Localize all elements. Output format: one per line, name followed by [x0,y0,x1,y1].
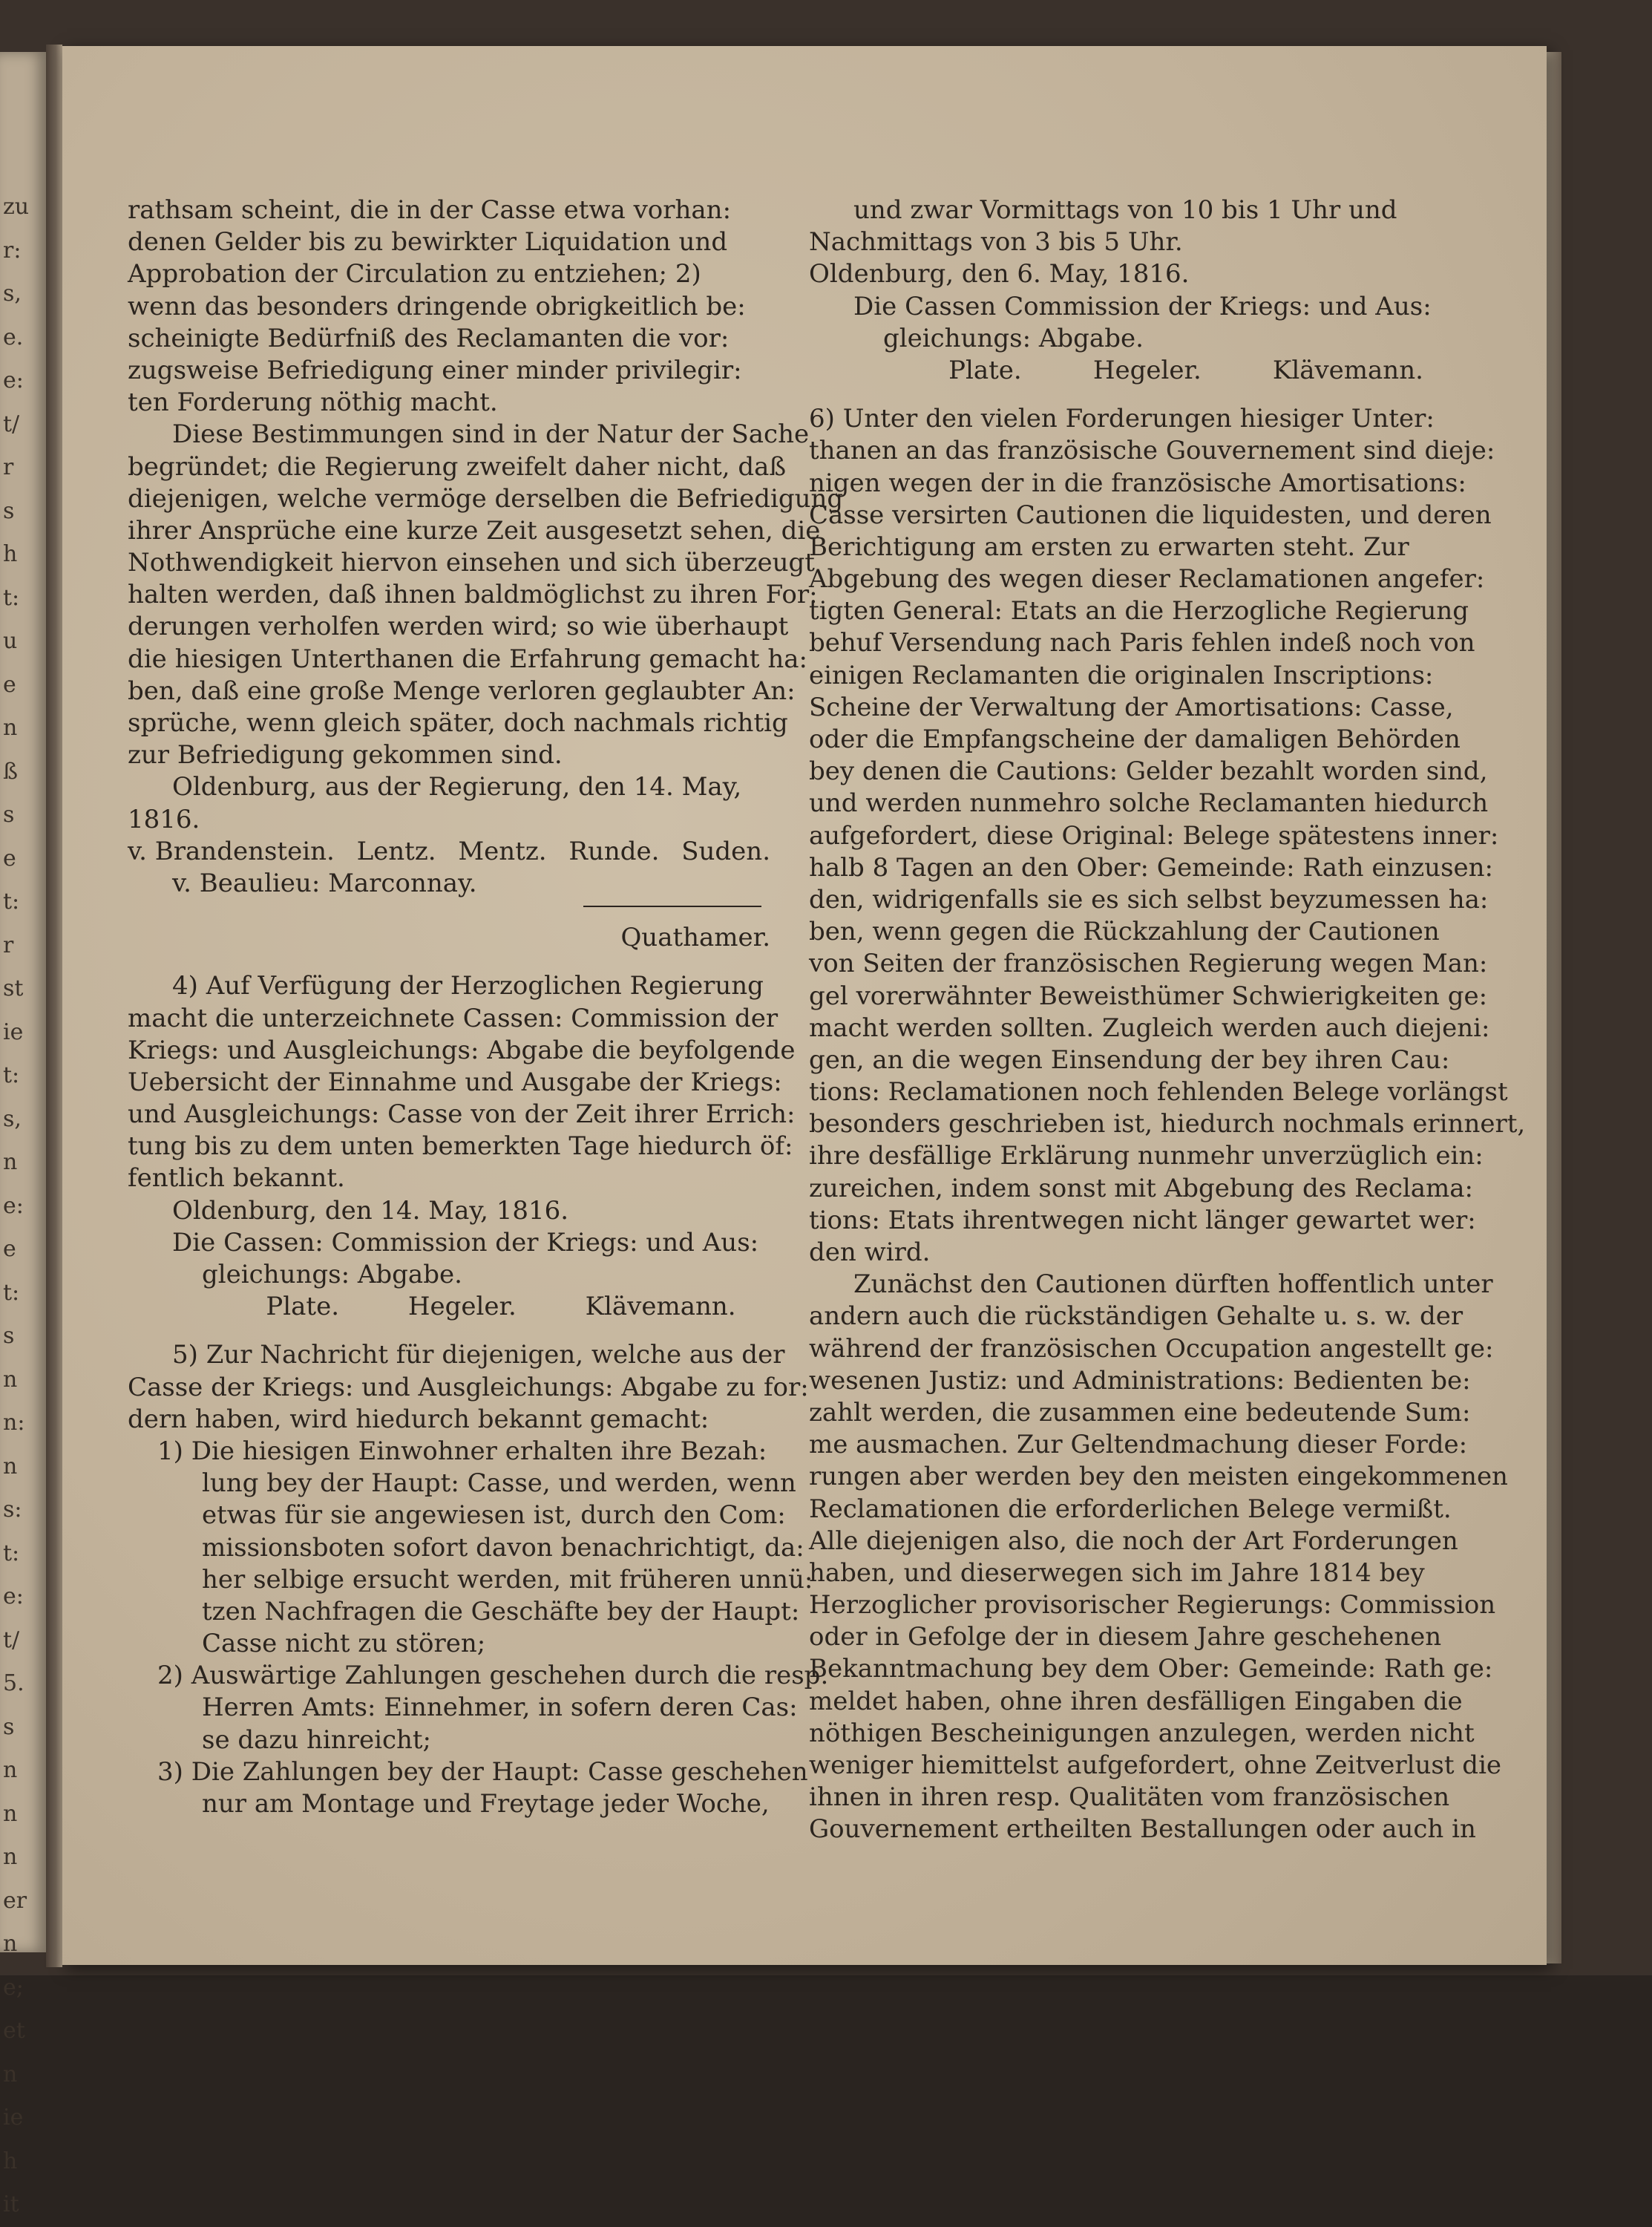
text-line: den, widrigenfalls sie es sich selbst beyzumessen ha: [809,884,1489,915]
text-line: ben, daß eine große Menge verloren geglaubter An: [128,676,796,706]
text-line: zahlt werden, die zusammen eine bedeutende Sum: [809,1397,1471,1428]
facing-page-text-fragments [3,186,45,2227]
text-line: wenn das besonders dringende obrigkeitlich be: [128,291,746,321]
year: 1816. [128,804,200,834]
margin-fragment: h [3,541,18,567]
text-line: thanen an das französische Gouvernement sind dieje: [809,436,1495,466]
margin-fragment: n [3,1366,18,1393]
margin-fragment: s, [3,281,22,307]
book-gutter [46,45,62,1967]
text-line: dern haben, wird hiedurch bekannt gemacht: [128,1404,709,1434]
margin-fragment: n [3,2061,18,2087]
list-item-line: 2) Auswärtige Zahlungen geschehen durch die resp. [157,1661,829,1691]
margin-fragment: e: [3,1583,24,1609]
margin-fragment: s [3,1323,15,1349]
margin-fragment: r [3,454,14,480]
signer: Suden. [681,836,770,866]
text-line: halten werden, daß ihnen baldmöglichst zu ihren For: [128,580,818,610]
text-line: haben, und dieserwegen sich im Jahre 1814 bey [809,1557,1425,1588]
margin-fragment: t: [3,1540,20,1566]
text-line: Casse der Kriegs: und Ausgleichungs: Abgabe zu for: [128,1372,809,1402]
text-line: ihrer Ansprüche eine kurze Zeit ausgesetzt sehen, die [128,515,821,546]
margin-fragment: 5. [3,1670,24,1696]
divider-rule [583,906,761,907]
margin-fragment: ß [3,758,19,785]
text-line: ihre desfällige Erklärung nunmehr unverzüglich ein: [809,1141,1484,1171]
text-line: me ausmachen. Zur Geltendmachung dieser Forde: [809,1430,1468,1460]
margin-fragment: t: [3,584,20,611]
text-line: nöthigen Bescheinigungen anzulegen, werden nicht [809,1718,1475,1748]
margin-fragment: r [3,932,14,958]
margin-fragment: t: [3,1062,20,1088]
margin-fragment: t: [3,1279,20,1306]
list-item-line: missionsboten sofort davon benachrichtigt, da: [202,1532,804,1563]
margin-fragment: n [3,1844,18,1870]
margin-fragment: e: [3,1192,24,1219]
margin-fragment: zu [3,194,30,220]
signer: v. Brandenstein. [128,836,335,866]
margin-fragment: t/ [3,411,20,437]
text-line: zureichen, indem sonst mit Abgebung des Reclama: [809,1173,1474,1203]
text-line: Scheine der Verwaltung der Amortisations: Casse, [809,692,1454,722]
list-item-line: Casse nicht zu stören; [202,1629,486,1659]
margin-fragment: e: [3,367,24,393]
text-line: gen, an die wegen Einsendung der bey ihren Cau: [809,1044,1450,1075]
text-line: während der französischen Occupation angestellt ge: [809,1333,1494,1364]
commission-title-cont: gleichungs: Abgabe. [202,1260,462,1289]
text-line: 6) Unter den vielen Forderungen hiesiger Unter: [809,404,1435,434]
text-line: Zunächst den Cautionen dürften hoffentlich unter [853,1269,1493,1300]
text-line: macht werden sollten. Zugleich werden auch diejeni: [809,1013,1490,1043]
list-item-line: nur am Montage und Freytage jeder Woche, [202,1789,770,1819]
margin-fragment: er [3,1887,27,1914]
margin-fragment: s [3,497,15,524]
signers-row [128,1291,770,1323]
signer: Klävemann. [585,1292,736,1322]
text-line: Berichtigung am ersten zu erwarten steht. Zur [809,532,1409,562]
dateline: Oldenburg, den 6. May, 1816. [809,259,1190,290]
list-item-line: 3) Die Zahlungen bey der Haupt: Casse geschehen [157,1756,808,1787]
margin-fragment: s [3,1713,15,1740]
text-line: Bekanntmachung bey dem Ober: Gemeinde: Rath ge: [809,1654,1493,1684]
margin-fragment: st [3,975,24,1001]
right-column [809,194,1526,1846]
text-line: Alle diejenigen also, die noch der Art Forderungen [809,1525,1458,1556]
margin-fragment: s [3,802,15,828]
signers-row [809,355,1459,387]
margin-fragment: n [3,715,18,741]
text-line: 5) Zur Nachricht für diejenigen, welche aus der [172,1340,785,1370]
text-line: und zwar Vormittags von 10 bis 1 Uhr und [853,195,1397,225]
signer: Klävemann. [1272,355,1423,385]
margin-fragment: e; [3,1974,24,2001]
text-line: tions: Etats ihrentwegen nicht länger gewartet wer: [809,1205,1476,1235]
text-line: besonders geschrieben ist, hiedurch nochmals erinnert, [809,1109,1526,1139]
text-line: von Seiten der französischen Regierung wegen Man: [809,949,1488,979]
text-line: oder in Gefolge der in diesem Jahre geschehenen [809,1622,1442,1652]
text-line: zugsweise Befriedigung einer minder privilegir: [128,355,742,385]
text-line: die hiesigen Unterthanen die Erfahrung gemacht ha: [128,644,807,674]
list-item-line: tzen Nachfragen die Geschäfte bey der Haupt: [202,1596,800,1626]
signer: Plate. [948,355,1022,385]
text-line: den wird. [809,1237,931,1267]
text-line: ten Forderung nöthig macht. [128,387,498,418]
signer: Hegeler. [407,1292,517,1322]
text-line: derungen verholfen werden wird; so wie überhaupt [128,612,789,642]
text-line: Uebersicht der Einnahme und Ausgabe der Kriegs: [128,1067,782,1097]
page-edge [1547,52,1561,1963]
margin-fragment: e. [3,324,24,350]
margin-fragment: u [3,628,18,654]
text-line: zur Befriedigung gekommen sind. [128,740,563,771]
margin-fragment: n [3,1149,18,1175]
text-line: tung bis zu dem unten bemerkten Tage hiedurch öf: [128,1131,793,1162]
text-line: weniger hiemittelst aufgefordert, ohne Zeitverlust die [809,1750,1502,1780]
text-line: und Ausgleichungs: Casse von der Zeit ihrer Errich: [128,1099,796,1130]
text-line: Reclamationen die erforderlichen Belege vermißt. [809,1494,1452,1524]
margin-fragment: s: [3,1497,22,1523]
signer: Mentz. [458,836,547,866]
text-line: wesenen Justiz: und Administrations: Bedienten be: [809,1365,1471,1396]
text-line: fentlich bekannt. [128,1163,345,1194]
text-line: gel vorerwähnter Beweisthümer Schwierigkeiten ge: [809,981,1488,1011]
dateline: Oldenburg, aus der Regierung, den 14. May, [172,772,742,802]
text-line: diejenigen, welche vermöge derselben die Befriedigung [128,483,844,514]
dateline: Oldenburg, den 14. May, 1816. [172,1195,569,1226]
text-line: Herzoglicher provisorischer Regierungs: Commission [809,1590,1496,1621]
margin-fragment: e [3,1236,16,1262]
text-line: ihnen in ihren resp. Qualitäten vom französischen [809,1782,1450,1813]
text-line: oder die Empfangscheine der damaligen Behörden [809,725,1461,754]
text-line: Abgebung des wegen dieser Reclamationen angefer: [809,564,1485,595]
text-line: bey denen die Cautions: Gelder bezahlt worden sind, [809,756,1488,787]
margin-fragment: n [3,1757,18,1783]
text-line: und werden nunmehro solche Reclamanten hiedurch [809,788,1489,819]
text-line: Nachmittags von 3 bis 5 Uhr. [809,227,1183,258]
margin-fragment: e [3,671,16,698]
margin-fragment: n [3,1800,18,1827]
margin-fragment: r: [3,237,22,264]
text-line: andern auch die rückständigen Gehalte u. s. w. der [809,1301,1463,1332]
text-line: behuf Versendung nach Paris fehlen indeß noch von [809,628,1475,658]
signer-line-2: v. Beaulieu: Marconnay. [172,868,477,898]
signer: Runde. [568,836,660,866]
text-line: aufgefordert, diese Original: Belege spätestens inner: [809,820,1499,851]
margin-fragment: ie [3,1018,24,1045]
text-line: scheinigte Bedürfniß des Reclamanten die vor: [128,323,730,353]
commission-title: Die Cassen: Commission der Kriegs: und Aus: [172,1227,759,1258]
text-line: Kriegs: und Ausgleichungs: Abgabe die beyfolgende [128,1035,796,1065]
secretary-signature: Quathamer. [620,923,770,953]
list-item-line: 1) Die hiesigen Einwohner erhalten ihre Bezah: [157,1436,767,1466]
signer: Hegeler. [1092,355,1202,385]
signer: Plate. [266,1292,340,1322]
text-line: 4) Auf Verfügung der Herzoglichen Regierung [172,971,764,1001]
signers-row [128,836,770,868]
signer: Lentz. [356,836,436,866]
text-line: Approbation der Circulation zu entziehen; 2) [128,259,701,290]
text-line: tigten General: Etats an die Herzogliche Regierung [809,596,1469,627]
list-item-line: etwas für sie angewiesen ist, durch den Com: [202,1500,786,1531]
list-item-line: Herren Amts: Einnehmer, in sofern deren Cas: [202,1693,798,1723]
margin-fragment: n [3,1931,18,1957]
text-line: begründet; die Regierung zweifelt daher nicht, daß [128,451,787,482]
text-line: ben, wenn gegen die Rückzahlung der Cautionen [809,917,1440,947]
text-line: sprüche, wenn gleich später, doch nachmals richtig [128,708,788,738]
left-column [128,194,844,1820]
commission-title: Die Cassen Commission der Kriegs: und Aus: [853,291,1432,321]
text-line: tions: Reclamationen noch fehlenden Belege vorlängst [809,1077,1508,1108]
document-page [62,46,1547,1965]
margin-fragment: et [3,2018,25,2044]
text-line: Diese Bestimmungen sind in der Natur der Sache [172,419,810,450]
margin-fragment: it [3,2191,19,2217]
text-line: rathsam scheint, die in der Casse etwa vorhan: [128,195,732,225]
facing-page-edge [0,52,46,2217]
list-item-line: lung bey der Haupt: Casse, und werden, wenn [202,1468,796,1499]
margin-fragment: n: [3,1410,25,1436]
text-line: halb 8 Tagen an den Ober: Gemeinde: Rath einzusen: [809,852,1494,883]
text-line: rungen aber werden bey den meisten eingekommenen [809,1462,1508,1492]
text-line: nigen wegen der in die französische Amortisations: [809,468,1466,498]
text-line: meldet haben, ohne ihren desfälligen Eingaben die [809,1686,1463,1716]
text-line: Nothwendigkeit hiervon einsehen und sich überzeugt [128,548,815,578]
text-line: Casse versirten Cautionen die liquidesten, und deren [809,500,1492,530]
text-line: macht die unterzeichnete Cassen: Commission der [128,1003,779,1033]
margin-fragment: t/ [3,1626,20,1653]
list-item-line: her selbige ersucht werden, mit früheren unnü: [202,1564,813,1595]
margin-fragment: ie [3,2105,24,2130]
commission-title-cont: gleichungs: Abgabe. [883,323,1144,353]
text-line: denen Gelder bis zu bewirkter Liquidation und [128,227,728,258]
margin-fragment: s, [3,1105,22,1132]
margin-fragment: h [3,2148,18,2174]
margin-fragment: n [3,1453,18,1479]
margin-fragment: t: [3,889,20,915]
margin-fragment: e [3,845,16,871]
text-line: Gouvernement ertheilten Bestallungen oder auch in [809,1814,1476,1845]
list-item-line: se dazu hinreicht; [202,1724,432,1755]
text-line: einigen Reclamanten die originalen Inscriptions: [809,660,1434,690]
